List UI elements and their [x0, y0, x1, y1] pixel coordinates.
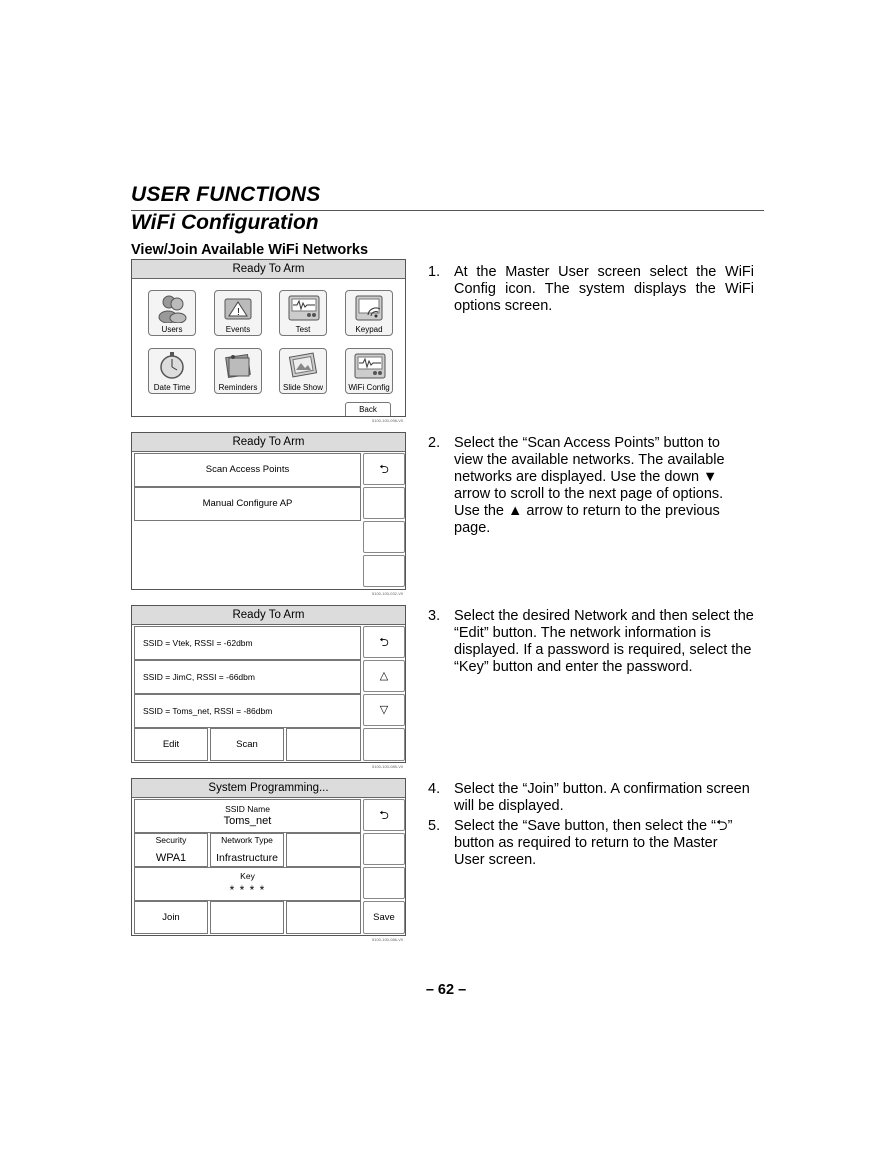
figure-code: 5100-100-032-V0	[372, 591, 404, 596]
step-number: 4.	[428, 781, 441, 797]
figure-code: 5100-100-086-V0	[372, 937, 404, 942]
network-type-value: Infrastructure	[216, 852, 278, 864]
key-value: * * * *	[229, 883, 266, 897]
tile-label: Slide Show	[282, 383, 324, 392]
screen-title: Ready To Arm	[132, 260, 405, 279]
figure-code: 5100-100-085-V0	[372, 764, 404, 769]
keypad-wifi-icon	[354, 293, 386, 323]
blank-button[interactable]	[363, 521, 405, 553]
screen-title: Ready To Arm	[132, 433, 405, 452]
scroll-down-button[interactable]	[363, 694, 405, 726]
save-button[interactable]: Save	[363, 901, 405, 934]
back-arrow-button[interactable]	[363, 453, 405, 485]
network-row[interactable]: SSID = Vtek, RSSI = -62dbm	[134, 626, 361, 660]
test-tile[interactable]	[279, 290, 327, 336]
scroll-up-button[interactable]	[363, 660, 405, 692]
users-icon	[157, 293, 187, 323]
page-title: WiFi Configuration	[131, 211, 319, 234]
ssid-name-field[interactable]	[134, 799, 361, 833]
subsection-title: View/Join Available WiFi Networks	[131, 242, 369, 258]
step-text: Select the desired Network and then select the “Edit” button. The network information is displayed. If a password is required, select the “Key” button and enter the password.	[454, 608, 754, 675]
section-heading: USER FUNCTIONS	[131, 183, 321, 206]
network-row[interactable]: SSID = JimC, RSSI = -66dbm	[134, 660, 361, 694]
blank-button[interactable]	[363, 555, 405, 587]
network-list-screen	[131, 605, 406, 763]
events-tile[interactable]	[214, 290, 262, 336]
page-number: – 62 –	[425, 982, 467, 998]
blank-button[interactable]	[363, 867, 405, 899]
down-arrow-icon: ▽	[379, 704, 389, 716]
network-type-field[interactable]	[210, 833, 284, 867]
step-text: Select the “Join” button. A confirmation screen will be displayed.	[454, 781, 750, 814]
join-button[interactable]: Join	[134, 901, 208, 934]
test-icon	[288, 293, 320, 323]
edit-button[interactable]: Edit	[134, 728, 208, 761]
tile-label: WiFi Config	[348, 383, 390, 392]
step-number: 1.	[428, 264, 441, 280]
master-user-screen	[131, 259, 406, 417]
key-label: Key	[240, 871, 255, 881]
back-arrow-icon: ⮌	[379, 808, 389, 822]
step-text: Select the “Scan Access Points” button to view the available networks. The available networks are displayed. Use the down ▼ arrow to scroll to the next page of options. Use the ▲ arrow to return to the previous page.	[454, 435, 725, 536]
network-row[interactable]: SSID = Toms_net, RSSI = -86dbm	[134, 694, 361, 728]
tile-label: Test	[295, 325, 311, 334]
slide-show-tile[interactable]	[279, 348, 327, 394]
security-value: WPA1	[155, 852, 187, 864]
blank-button[interactable]	[363, 833, 405, 865]
slide-show-icon	[288, 351, 320, 381]
back-arrow-icon: ⮌	[379, 462, 389, 476]
stopwatch-icon	[157, 351, 189, 381]
scan-button[interactable]: Scan	[210, 728, 284, 761]
blank-button[interactable]	[286, 728, 361, 761]
step-number: 5.	[428, 818, 441, 834]
keypad-tile[interactable]	[345, 290, 393, 336]
step-number: 3.	[428, 608, 441, 624]
ssid-name-value: Toms_net	[223, 815, 272, 827]
key-button[interactable]	[134, 867, 361, 901]
tile-label: Events	[225, 325, 251, 334]
tile-label: Reminders	[218, 383, 258, 392]
users-tile[interactable]	[148, 290, 196, 336]
svg-text:!: !	[237, 307, 240, 318]
reminders-icon	[223, 351, 255, 381]
screen-title: Ready To Arm	[132, 606, 405, 625]
blank-button[interactable]	[286, 901, 361, 934]
blank-button[interactable]	[363, 728, 405, 761]
wifi-options-screen	[131, 432, 406, 590]
back-button[interactable]: Back	[345, 402, 391, 416]
reminders-tile[interactable]	[214, 348, 262, 394]
step-text: Select the “Save button, then select the “⮌” button as required to return to the Master User screen.	[454, 818, 733, 868]
tile-label: Users	[161, 325, 183, 334]
security-field[interactable]	[134, 833, 208, 867]
figure-code: 5100-100-098-V0	[372, 418, 404, 423]
up-arrow-icon: △	[379, 670, 389, 682]
scan-access-points-button[interactable]: Scan Access Points	[134, 453, 361, 487]
screen-title: System Programming...	[132, 779, 405, 798]
wifi-config-icon	[354, 351, 386, 381]
date-time-tile[interactable]	[148, 348, 196, 394]
tile-label: Keypad	[355, 325, 383, 334]
blank-button[interactable]	[210, 901, 284, 934]
step-number: 2.	[428, 435, 441, 451]
wifi-config-tile[interactable]	[345, 348, 393, 394]
back-arrow-button[interactable]	[363, 626, 405, 658]
events-icon	[223, 293, 255, 323]
ssid-name-label: SSID Name	[225, 804, 270, 814]
step-text: At the Master User screen select the WiFi Config icon. The system displays the WiFi options screen.	[454, 264, 754, 314]
back-arrow-button[interactable]	[363, 799, 405, 831]
blank-field[interactable]	[286, 833, 361, 867]
security-label: Security	[155, 835, 187, 845]
back-arrow-icon: ⮌	[379, 635, 389, 649]
manual-configure-ap-button[interactable]: Manual Configure AP	[134, 487, 361, 521]
network-type-label: Network Type	[221, 835, 273, 845]
blank-button[interactable]	[363, 487, 405, 519]
tile-label: Date Time	[153, 383, 191, 392]
system-programming-screen	[131, 778, 406, 936]
